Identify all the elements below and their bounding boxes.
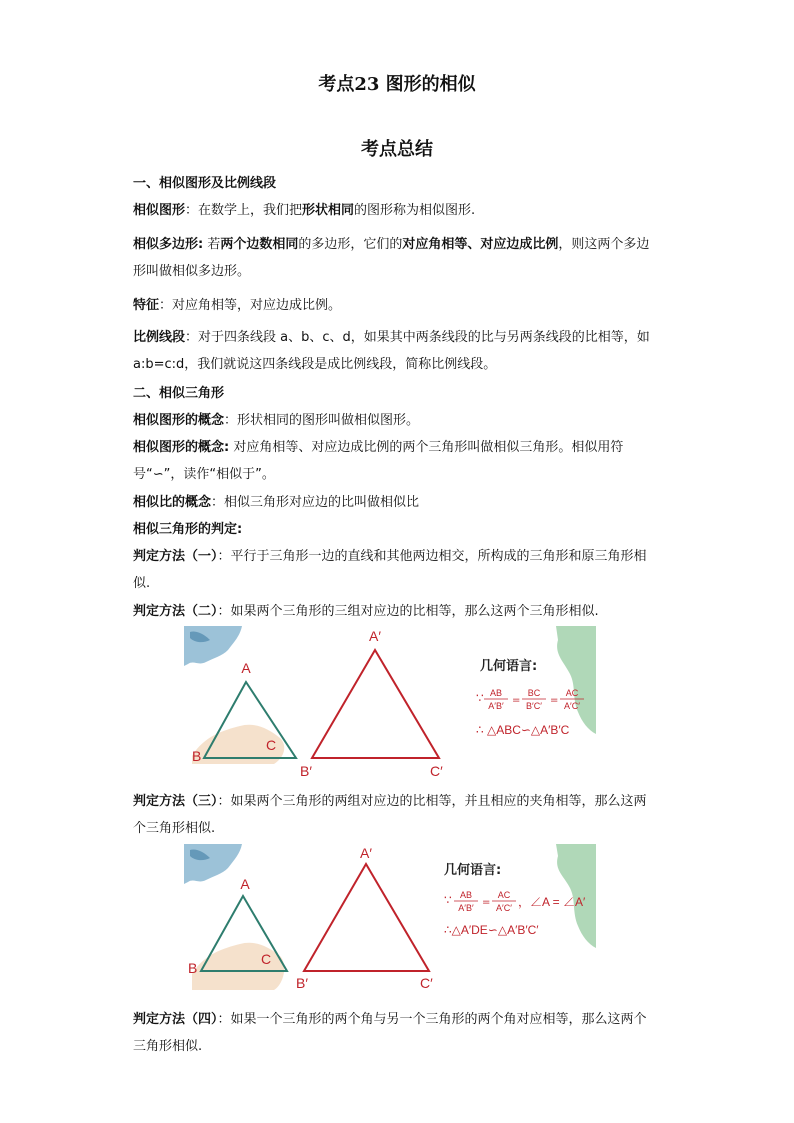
- eq2: =: [550, 695, 559, 706]
- label-C-prime: C′: [420, 975, 433, 991]
- label-A: A: [240, 876, 250, 892]
- frac3-num: AC: [565, 688, 579, 698]
- label-B-prime: B′: [296, 975, 308, 991]
- label-C: C: [261, 951, 272, 967]
- big-triangle: [312, 650, 439, 758]
- big-triangle: [304, 864, 429, 971]
- proportional-segments: 比例线段：对于四条线段 a、b、c、d，如果其中两条线段的比与另两条线段的比相等，如 a:b=c:d，我们就说这四条线段是成比例线段，简称比例线段。: [133, 330, 650, 372]
- eq1: =: [512, 695, 521, 706]
- label-A: A: [241, 660, 251, 676]
- page-title: 考点23 图形的相似: [318, 74, 476, 95]
- because-symbol: ∵: [444, 893, 452, 907]
- figure-sss: [184, 626, 596, 786]
- term-label: 相似多边形:: [133, 237, 204, 252]
- green-splash: [556, 626, 596, 734]
- method3: 判定方法（三）：如果两个三角形的两组对应边的比相等，并且相应的夹角相等，那么这两个三角形相似.: [133, 794, 647, 836]
- frac3-den: A′C′: [564, 701, 580, 711]
- feature: 特征：对应角相等，对应边成比例。: [133, 298, 342, 313]
- frac2-den: B′C′: [526, 701, 542, 711]
- label-A-prime: A′: [369, 628, 381, 644]
- label-B: B: [188, 960, 198, 976]
- lang-title: 几何语言:: [444, 863, 502, 878]
- method4: 判定方法（四）：如果一个三角形的两个角与另一个三角形的两个角对应相等，那么这两个三角形相似.: [133, 1012, 647, 1054]
- method2: 判定方法（二）：如果两个三角形的三组对应边的比相等，那么这两个三角形相似.: [133, 604, 599, 619]
- page-subtitle: 考点总结: [361, 139, 433, 160]
- because-symbol: ∵: [476, 691, 484, 705]
- figure-sas-svg: [184, 844, 596, 994]
- section1-heading: 一、相似图形及比例线段: [133, 176, 277, 191]
- frac1-num: AB: [459, 890, 473, 900]
- label-B-prime: B′: [300, 763, 312, 779]
- frac2-num: BC: [527, 688, 541, 698]
- frac1-num: AB: [489, 688, 503, 698]
- section2-heading: 二、相似三角形: [133, 386, 225, 401]
- frac2-num: AC: [497, 890, 511, 900]
- label-A-prime: A′: [360, 845, 372, 861]
- ratio-concept: 相似比的概念：相似三角形对应边的比叫做相似比: [133, 495, 420, 510]
- label-C-prime: C′: [430, 763, 443, 779]
- lang-title: 几何语言:: [480, 659, 538, 674]
- figure-sss-svg: [184, 626, 596, 786]
- figure-sas: [184, 844, 596, 994]
- frac1-den: A′B′: [488, 701, 504, 711]
- eq1: =: [482, 897, 491, 908]
- concept2: 相似图形的概念: 对应角相等、对应边成比例的两个三角形叫做相似三角形。相似用符号“∽”，读作“相似于”。: [133, 440, 624, 482]
- def-similar-polygons: 相似多边形: 若两个边数相同的多边形，它们的对应角相等、对应边成比例，则这两个多边形叫做相似多边形。: [133, 237, 650, 279]
- therefore-line: ∴△A′DE∽△A′B′C′: [444, 923, 539, 937]
- label-C: C: [266, 737, 277, 753]
- term-label: 相似图形: [133, 203, 186, 218]
- frac1-den: A′B′: [458, 903, 474, 913]
- angle-condition: ，∠A = ∠A′: [518, 895, 586, 909]
- judgement-heading: 相似三角形的判定:: [133, 522, 243, 537]
- def-similar-figures: 相似图形：在数学上，我们把形状相同的图形称为相似图形.: [133, 203, 476, 218]
- concept1: 相似图形的概念：形状相同的图形叫做相似图形。: [133, 413, 420, 428]
- label-B: B: [192, 748, 202, 764]
- therefore-line: ∴ △ABC∽△A′B′C: [476, 723, 570, 737]
- frac2-den: A′C′: [496, 903, 512, 913]
- method1: 判定方法（一）：平行于三角形一边的直线和其他两边相交，所构成的三角形和原三角形相似.: [133, 549, 647, 591]
